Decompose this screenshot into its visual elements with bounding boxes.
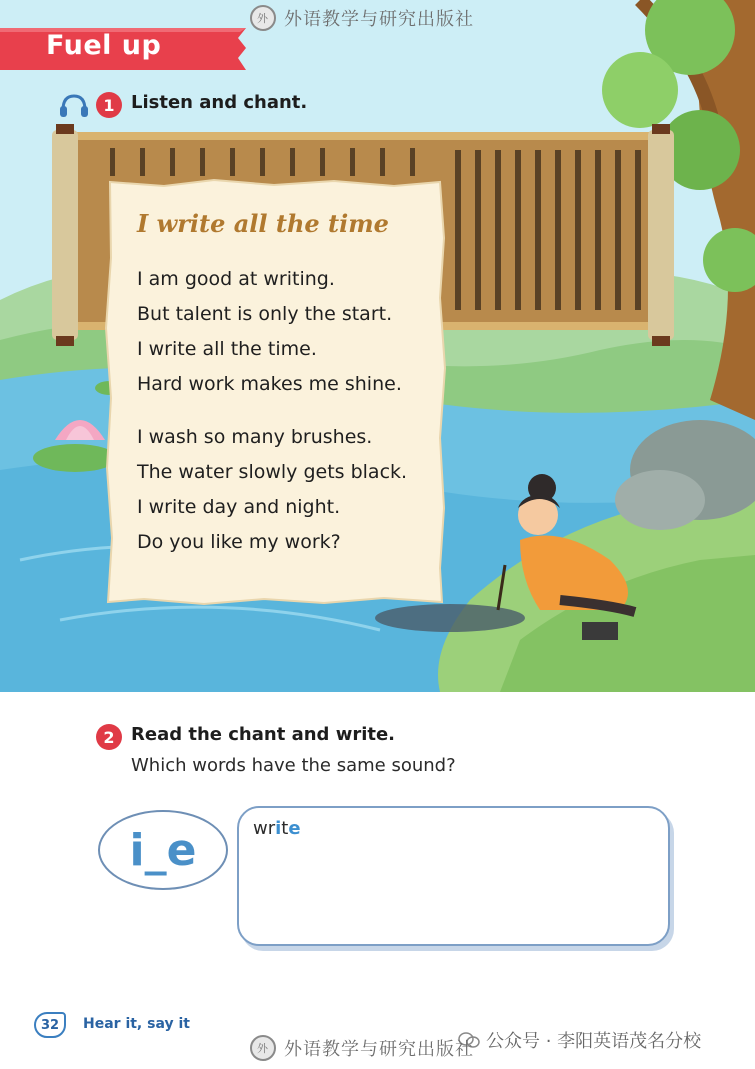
activity-2-question: Which words have the same sound?: [131, 755, 456, 776]
headphones-icon[interactable]: [58, 92, 90, 118]
example-word-highlight-e: e: [288, 818, 301, 839]
example-answer-word: [253, 818, 301, 839]
activity-1-number-badge: 1: [96, 92, 122, 118]
activity-2-instruction: Read the chant and write.: [131, 724, 396, 745]
publisher-watermark-top: [250, 5, 474, 31]
example-word-highlight-i: i: [275, 818, 282, 839]
account-watermark: [458, 1027, 701, 1053]
chant-line: But talent is only the start.: [137, 303, 393, 325]
answer-writing-box[interactable]: [237, 806, 670, 946]
chant-line: Do you like my work?: [137, 531, 341, 553]
section-banner-title: Fuel up: [46, 30, 162, 61]
chant-line: I write day and night.: [137, 496, 341, 518]
publisher-watermark-bottom: [250, 1035, 474, 1061]
chant-line: I wash so many brushes.: [137, 426, 373, 448]
chant-line: Hard work makes me shine.: [137, 373, 402, 395]
chant-line: I write all the time.: [137, 338, 317, 360]
page-number: 32: [34, 1012, 66, 1038]
chant-line: I am good at writing.: [137, 268, 335, 290]
publisher-seal-icon: 外: [250, 1035, 276, 1061]
footer-section-label: Hear it, say it: [83, 1016, 190, 1032]
activity-2-number-badge: 2: [96, 724, 122, 750]
chant-title: I write all the time: [137, 209, 389, 238]
phonics-pattern-label: i_e: [129, 824, 197, 876]
chant-line: The water slowly gets black.: [137, 461, 408, 483]
publisher-seal-icon: 外: [250, 5, 276, 31]
example-word-prefix: wr: [253, 818, 276, 839]
account-name: 公众号 · 李阳英语茂名分校: [486, 1031, 702, 1052]
publisher-watermark-text: 外语教学与研究出版社: [284, 1039, 474, 1060]
example-word-t: t: [281, 818, 289, 839]
publisher-watermark-text: 外语教学与研究出版社: [284, 9, 474, 30]
activity-1-instruction: Listen and chant.: [131, 92, 308, 113]
